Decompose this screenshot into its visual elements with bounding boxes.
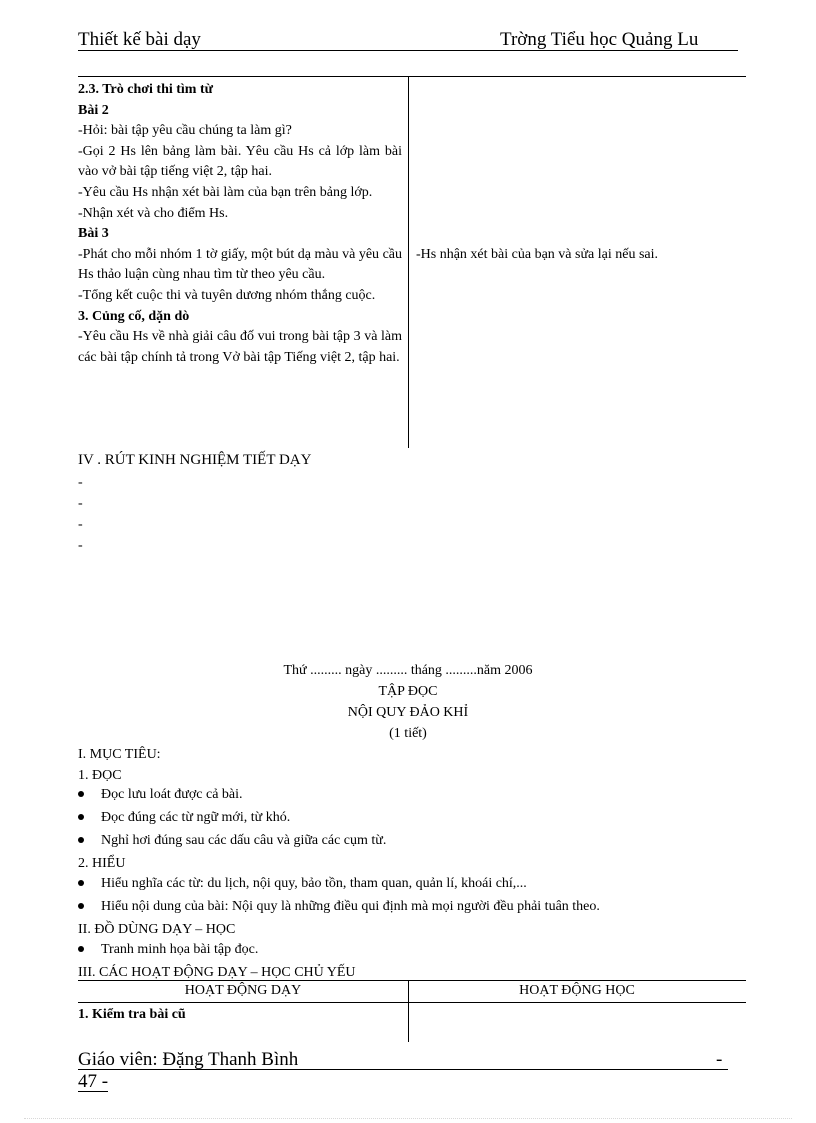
bullet-icon [78,791,84,797]
paragraph: -Gọi 2 Hs lên bảng làm bài. Yêu cầu Hs cả lớp làm bài vào vở bài tập tiếng việt 2, tập hai. [78,143,402,180]
page-bottom-dotted-edge [24,1118,792,1119]
col-learn-header: HOẠT ĐỘNG HỌC [519,983,635,998]
subject-title: TẬP ĐỌC [378,684,438,699]
section-heading: Bài 2 [78,102,109,118]
section-iv-title: IV . RÚT KINH NGHIỆM TIẾT DẠY [78,452,312,468]
read-heading: 1. ĐỌC [78,768,122,783]
paragraph: -Hỏi: bài tập yêu cầu chúng ta làm gì? [78,123,292,139]
bullet-icon [78,814,84,820]
understand-heading: 2. HIỂU [78,856,126,871]
paragraph: -Phát cho mỗi nhóm 1 tờ giấy, một bút dạ màu và yêu cầu Hs thảo luận cùng nhau tìm từ theo yêu cầu. [78,246,402,283]
table1-teacher-cell [78,80,402,368]
footer-underline [78,1069,728,1070]
table1-column-divider [408,76,409,448]
header-right-school: Trờng Tiểu học Quảng Lu [500,29,699,50]
materials-heading: II. ĐỒ DÙNG DẠY – HỌC [78,922,236,937]
footer-dash: - [716,1049,723,1070]
table2-first-row: 1. Kiểm tra bài cũ [78,1007,186,1022]
table1-top-border [78,76,746,77]
dash-line: - [78,538,83,553]
bullet-item: Hiểu nghĩa các từ: du lịch, nội quy, bảo tồn, tham quan, quản lí, khoái chí,... [78,876,527,892]
lesson-duration: (1 tiết) [389,726,427,741]
bullet-icon [78,837,84,843]
header-left-title: Thiết kế bài dạy [78,29,201,50]
header-underline [78,50,738,51]
table1-student-cell: -Hs nhận xét bài của bạn và sửa lại nếu sai. [416,247,659,262]
date-line: Thứ ......... ngày ......... tháng .........năm 2006 [283,663,533,678]
bullet-icon [78,946,84,952]
paragraph: -Tổng kết cuộc thi và tuyên dương nhóm thắng cuộc. [78,287,376,303]
paragraph: -Nhận xét và cho điểm Hs. [78,205,229,221]
dash-line: - [78,517,83,532]
bullet-item: Đọc đúng các từ ngữ mới, từ khó. [78,810,290,826]
col-teach-header: HOẠT ĐỘNG DẠY [184,983,302,998]
table2-top-border [78,980,746,981]
bullet-item: Nghỉ hơi đúng sau các dấu câu và giữa các cụm từ. [78,833,386,849]
paragraph: -Yêu cầu Hs về nhà giải câu đố vui trong bài tập 3 và làm các bài tập chính tả trong Vở bài tập Tiếng việt 2, tập hai. [78,329,402,365]
dash-line: - [78,475,83,490]
bullet-item: Hiểu nội dung của bài: Nội quy là những điều qui định mà mọi người đều phải tuân theo. [78,899,600,915]
paragraph: -Yêu cầu Hs nhận xét bài làm của bạn trên bảng lớp. [78,184,373,200]
objectives-heading: I. MỤC TIÊU: [78,747,161,762]
page-number: 47 - [78,1071,109,1092]
bullet-item: Tranh minh họa bài tập đọc. [78,942,258,958]
dash-line: - [78,496,83,511]
bullet-item: Đọc lưu loát được cả bài. [78,787,243,803]
section-heading: 2.3. Trò chơi thi tìm từ [78,82,214,97]
bullet-icon [78,880,84,886]
section-heading: 3. Củng cố, dặn dò [78,308,190,324]
activities-heading: III. CÁC HOẠT ĐỘNG DẠY – HỌC CHỦ YẾU [78,965,356,980]
section-heading: Bài 3 [78,226,109,242]
footer-teacher: Giáo viên: Đặng Thanh Bình [78,1049,299,1070]
table2-header-border [78,1002,746,1003]
table2-column-divider [408,980,409,1042]
lesson-title: NỘI QUY ĐẢO KHỈ [347,705,469,720]
bullet-icon [78,903,84,909]
page-number-underline [78,1091,108,1092]
